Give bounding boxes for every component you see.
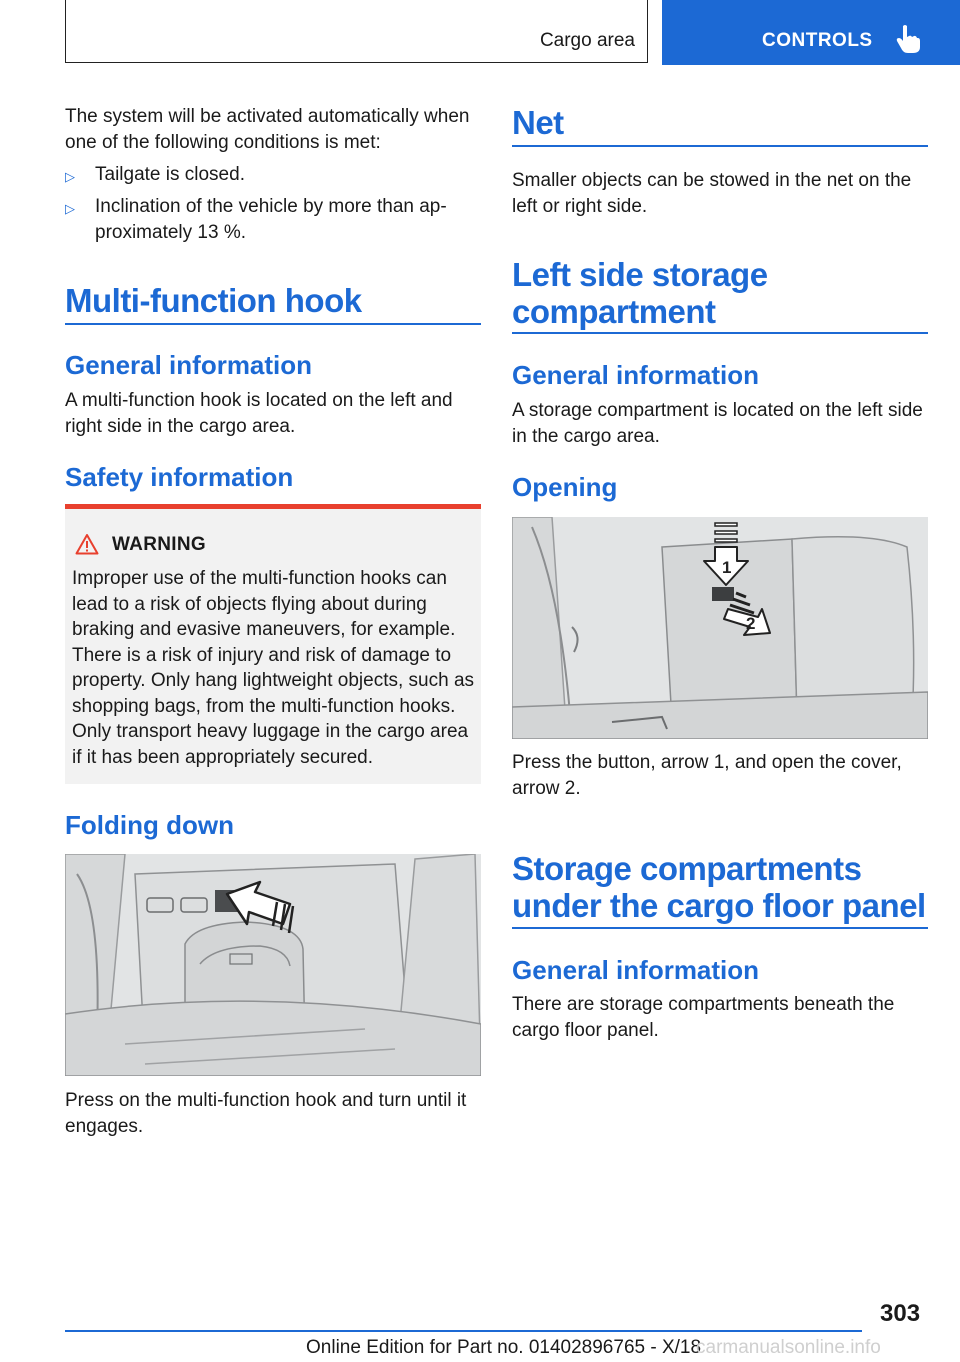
bullet-triangle-icon: ▷	[65, 169, 75, 184]
general-information-text: A storage compartment is located on the left side in the cargo area.	[512, 400, 923, 447]
warning-text: Improper use of the multi-function hooks can lead to a risk of objects flying about during braking and evasive maneuvers, for example. There is a risk of injury and risk of damage to property. Only hang lightweight objects, such as shopping bags, from the multi-function hooks. Only transport heavy luggage in the cargo area if it has been appropriately secured.	[72, 568, 475, 768]
heading-rule	[512, 332, 928, 334]
heading-left-storage-line2: compartment	[512, 293, 716, 330]
warning-box	[65, 504, 481, 784]
heading-net: Net	[512, 104, 564, 141]
heading-general-information: General information	[512, 955, 760, 985]
footer-rule	[65, 1330, 862, 1332]
heading-rule	[65, 323, 481, 325]
heading-general-information: General information	[65, 350, 313, 380]
header-chapter-tab[interactable]	[662, 0, 960, 65]
condition-text: Tailgate is closed.	[95, 164, 245, 185]
bullet-triangle-icon: ▷	[65, 201, 75, 216]
arrow-1-label: 1	[722, 558, 732, 577]
heading-rule	[512, 145, 928, 147]
pointing-hand-icon	[895, 24, 921, 54]
intro-paragraph: The system will be activated automatically when one of the following conditions is met:	[65, 106, 470, 153]
edition-text: Online Edition for Part no. 01402896765 - X/18	[306, 1337, 702, 1358]
heading-multi-function-hook: Multi-function hook	[65, 282, 362, 319]
general-information-text: A multi-function hook is located on the left and right side in the cargo area.	[65, 390, 453, 437]
warning-title: WARNING	[112, 534, 206, 555]
arrow-2-label: 2	[746, 614, 756, 633]
folding-down-illustration	[65, 854, 481, 1076]
heading-general-information: General information	[512, 360, 760, 390]
heading-opening: Opening	[512, 472, 618, 502]
condition-item	[65, 194, 481, 246]
opening-caption: Press the button, arrow 1, and open the cover, arrow 2.	[512, 752, 902, 799]
condition-text: Inclination of the vehicle by more than approximately 13 %.	[95, 196, 447, 243]
heading-rule	[512, 927, 928, 929]
warning-triangle-icon	[75, 533, 99, 555]
watermark-link[interactable]: carmanualsonline.info	[696, 1337, 881, 1358]
heading-folding-down: Folding down	[65, 810, 234, 840]
net-text: Smaller objects can be stowed in the net on the left or right side.	[512, 170, 912, 217]
heading-left-storage-line1: Left side storage	[512, 256, 768, 293]
opening-illustration	[512, 517, 928, 739]
under-floor-text: There are storage compartments beneath the cargo floor panel.	[512, 994, 895, 1041]
heading-under-floor-line1: Storage compartments	[512, 850, 862, 887]
header-section-box	[65, 0, 648, 63]
page-number: 303	[880, 1300, 921, 1327]
condition-item	[65, 162, 481, 188]
section-title: Cargo area	[539, 30, 635, 51]
heading-safety-information: Safety information	[65, 462, 294, 492]
folding-down-caption: Press on the multi-function hook and turn until it engages.	[65, 1090, 467, 1137]
heading-under-floor-line2: under the cargo floor panel	[512, 887, 926, 924]
chapter-title: CONTROLS	[762, 30, 873, 51]
